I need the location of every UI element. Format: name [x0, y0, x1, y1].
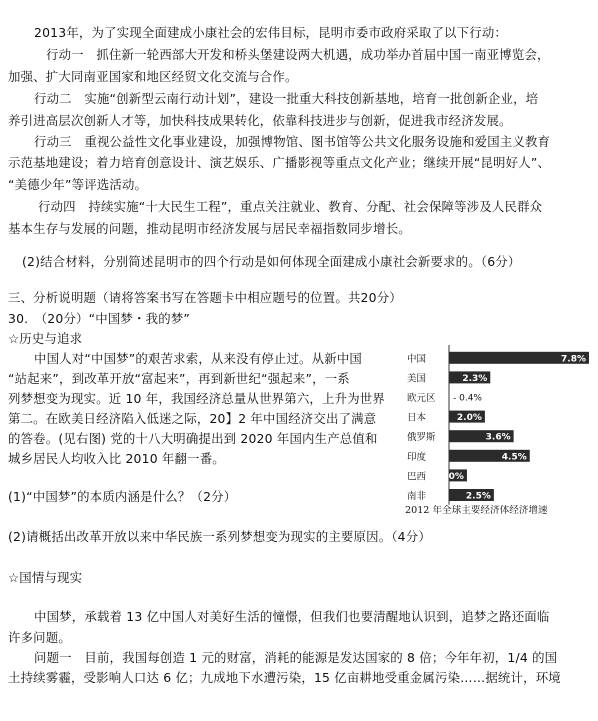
chart-category-label: 日本	[407, 412, 427, 424]
growth-bar-chart	[403, 345, 596, 517]
action-three-line-1: 行动三 重视公益性文化事业建设，加强博物馆、图书馆等公共文化服务设施和爱国主义教育	[34, 134, 551, 149]
chart-category-label: 南非	[407, 491, 427, 502]
action-four-line-1: 行动四 持续实施“十大民生工程”，重点关注就业、教育、分配、社会保障等涉及人民群众	[38, 199, 543, 214]
problem-one-line-2: 土持续雾霾，受影响人口达 6 亿；九成地下水遭污染，15 亿亩耕地受重金属污染……据统计，环境	[8, 670, 561, 685]
action-four-line-2: 基本生存与发展的问题，推动昆明市经济发展与居民幸福指数同步增长。	[8, 221, 411, 236]
history-line-4: 第二。在欧美日经济陷入低迷之际，20】2 年中国经济交出了满意	[8, 411, 377, 426]
chart-value-label: 1.0%	[438, 471, 464, 482]
history-line-6: 城乡居民人均收入比 2010 年翻一番。	[8, 451, 225, 466]
material-line-1: 2013年，为了实现全面建成小康社会的宏伟目标，昆明市委市政府采取了以下行动：	[34, 25, 508, 40]
chart-category-label: 俄罗斯	[407, 432, 436, 444]
problem-one-line-1: 问题一 目前，我国每创造 1 元的财富，消耗的能源是发达国家的 8 倍；今年年初，1/4 的国	[34, 650, 558, 665]
subheading-history: ☆历史与追求	[8, 331, 83, 346]
chart-value-label: 2.0%	[456, 413, 482, 424]
chart-category-label: 欧元区	[407, 393, 436, 404]
action-three-line-2: 示范基地建设；着力培育创意设计、演艺娱乐、广播影视等重点文化产业；继续开展“昆明好人”、	[8, 155, 551, 170]
chart-value-label: 2.3%	[462, 373, 488, 384]
section-three-heading: 三、分析说明题（请将答案书写在答题卡中相应题号的位置。共20分）	[8, 290, 402, 305]
action-two-line-2: 养引进高层次创新人才等，加快科技成果转化，依靠科技进步与创新，促进我市经济发展。	[8, 113, 512, 128]
question-2: (2)结合材料，分别简述昆明市的四个行动是如何体现全面建成小康社会新要求的。（6分）	[22, 254, 521, 269]
reality-line-1: 中国梦，承载着 13 亿中国人对美好生活的憧憬，但我们也要清醒地认识到，追梦之路还面临	[34, 609, 550, 624]
chart-category-label: 印度	[407, 451, 427, 463]
question-30-heading: 30. （20分）“中国梦・我的梦”	[8, 311, 191, 326]
action-one-line-2: 加强、扩大同南亚国家和地区经贸文化交流与合作。	[8, 69, 298, 84]
question-30-2: (2)请概括出改革开放以来中华民族一系列梦想变为现实的主要原因。（4分）	[8, 529, 431, 544]
chart-caption: 2012 年全球主要经济体经济增速	[405, 505, 548, 516]
chart-value-label: 2.5%	[465, 491, 491, 502]
chart-value-label: 4.5%	[501, 452, 527, 463]
chart-value-label: 7.8%	[561, 354, 586, 365]
action-one-line-1: 行动一 抓住新一轮西部大开发和桥头堡建设两大机遇，成功举办首届中国一南亚博览会，	[46, 47, 550, 62]
chart-category-label: 美国	[407, 373, 427, 385]
history-line-2: “站起来”，到改革开放“富起来”，再到新世纪“强起来”，一系	[8, 371, 350, 386]
history-line-1: 中国人对“中国梦”的艰苦求索，从来没有停止过。从新中国	[34, 351, 363, 366]
chart-category-label: 巴西	[407, 471, 427, 483]
action-two-line-1: 行动二 实施“创新型云南行动计划”，建设一批重大科技创新基地，培育一批创新企业，培	[34, 91, 539, 106]
history-line-5: 的答卷。(见右图) 党的十八大明确提出到 2020 年国内生产总值和	[8, 431, 378, 446]
question-30-1: (1)“中国梦”的本质内涵是什么？（2分）	[8, 489, 237, 504]
chart-value-label: - 0.4%	[453, 393, 482, 404]
action-three-line-3: “美德少年”等评选活动。	[8, 177, 148, 192]
history-line-3: 列梦想变为现实。近 10 年，我国经济总量从世界第六，上升为世界	[8, 391, 385, 406]
chart-value-label: 3.6%	[485, 432, 511, 443]
chart-category-label: 中国	[407, 353, 427, 365]
subheading-national-conditions: ☆国情与现实	[8, 570, 83, 585]
reality-line-2: 许多问题。	[8, 630, 71, 645]
